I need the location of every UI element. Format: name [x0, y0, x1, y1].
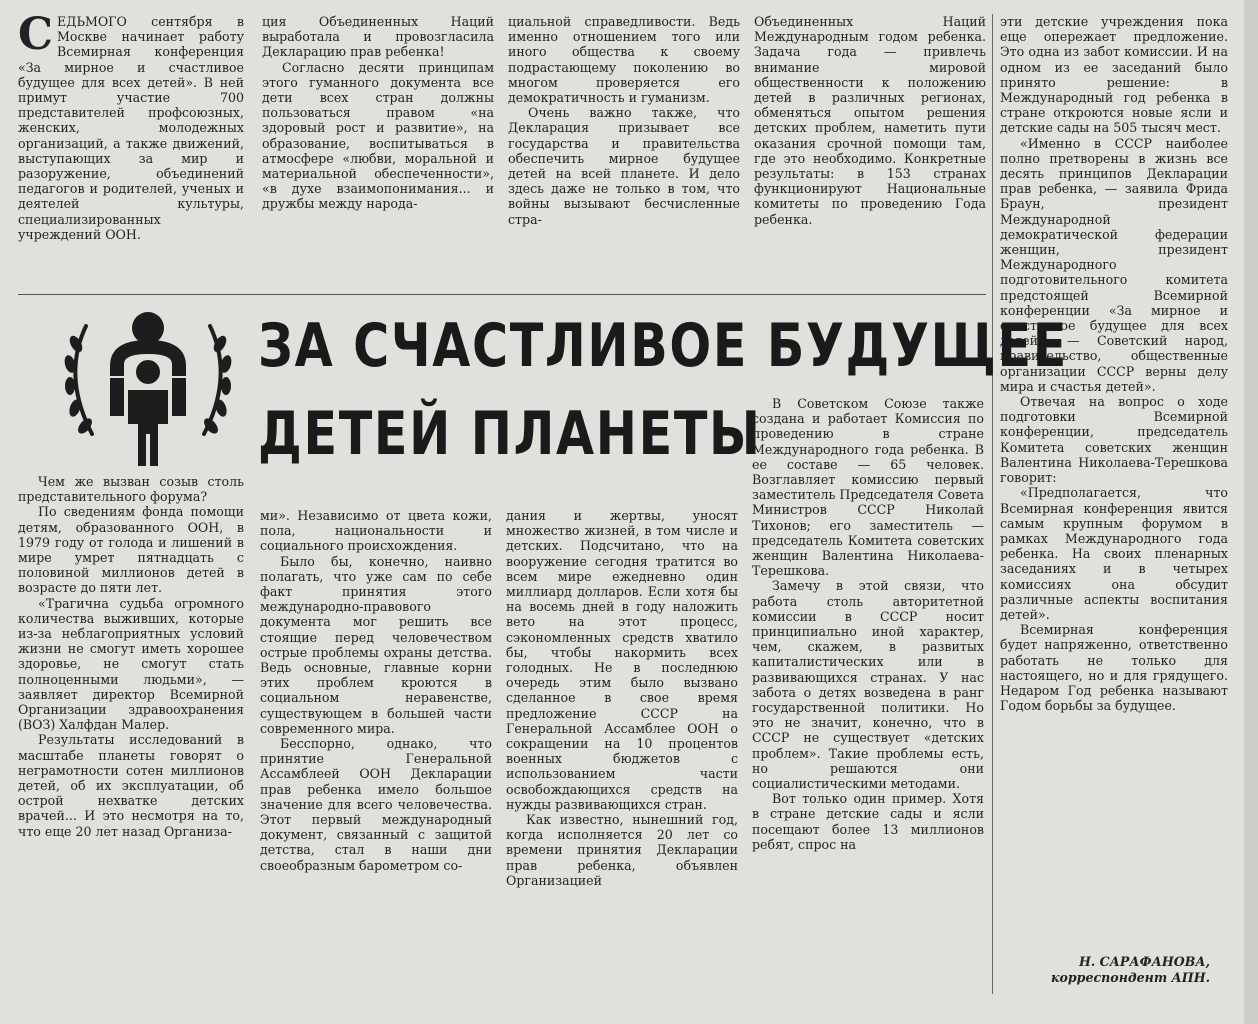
headline-line-2: ДЕТЕЙ ПЛАНЕТЫ: [258, 399, 762, 469]
top-column-2: [262, 14, 494, 290]
paragraph: Результаты исследований в масштабе планеты говорят о неграмотности сотен миллионов детей, об их эксплуатации, об острой нехватке детских врачей... И это несмотря на то, что еще 20 лет назад Организа-: [18, 732, 244, 839]
paragraph: ми». Независимо от цвета кожи, пола, национальности и социального происхождения.: [260, 508, 492, 554]
paragraph: Очень важно также, что Декларация призывает все государства и правительства обеспечить мирное будущее детей на всей планете. И дело здесь даже не только в том, что войны вызывают бесчисленные стра-: [508, 105, 740, 227]
right-column: [1000, 14, 1228, 954]
signature: [1010, 954, 1210, 986]
paragraph: эти детские учреждения пока еще опережает предложение. Это одна из забот комиссии. И на одном из ее заседаний было принято решение: в Международный год ребенка в стране откроются новые ясли и детские сады на 505 тысяч мест.: [1000, 14, 1228, 136]
paragraph: циальной справедливости. Ведь именно отношением того или иного общества к своему подрастающему поколению во многом проверяется его демократичность и гуманизм.: [508, 14, 740, 106]
paragraph: «Предполагается, что Всемирная конференция явится самым крупным форумом в рамках Международного года ребенка. На своих пленарных заседаниях и в четырех комиссиях она обсудит различные аспекты воспитания детей».: [1000, 485, 1228, 622]
headline-line-1: ЗА СЧАСТЛИВОЕ БУДУЩЕЕ: [258, 311, 1068, 381]
bottom-column-1: [18, 474, 244, 998]
drop-cap: С: [18, 14, 54, 60]
bottom-column-3: [506, 508, 738, 998]
author-name: Н. САРАФАНОВА,: [1078, 954, 1210, 969]
author-role: корреспондент АПН.: [1050, 970, 1210, 985]
paragraph: «Именно в СССР наиболее полно претворены в жизнь все десять принципов Декларации прав ребенка, — заявила Фрида Браун, президент Международной демократической федерации женщин, президент Международного подготовительного комитета предстоящей Всемирной конференции «За мирное и счастливое будущее для всех детей». — Советский народ, правительство, общественные организации СССР верны делу мира и счастья детей».: [1000, 135, 1228, 394]
paragraph: В Советском Союзе также создана и работает Комиссия по проведению в стране Международного года ребенка. В ее составе — 65 человек. Возглавляет комиссию первый заместитель Председателя Совета Министров СССР Николай Тихонов; его заместитель — председатель Комитета советских женщин Валентина Николаева-Терешкова.: [752, 396, 984, 579]
paragraph: Как известно, нынешний год, когда исполняется 20 лет со времени принятия Декларации прав ребенка, объявлен Организацией: [506, 812, 738, 888]
bottom-column-4: [752, 396, 984, 998]
paragraph: Всемирная конференция будет напряженно, ответственно работать не только для настоящего, но и для грядущего. Недаром Год ребенка называют Годом борьбы за будущее.: [1000, 622, 1228, 714]
page-edge: [1244, 0, 1258, 1024]
column-divider: [992, 14, 993, 994]
paragraph: Согласно десяти принципам этого гуманного документа все дети всех стран должны пользоваться правом «на здоровый рост и развитие», на образование, воспитываться в атмосфере «любви, моральной и материальной обеспеченности», «в духе взаимопонимания... и дружбы между народа-: [262, 59, 494, 212]
paragraph: Бесспорно, однако, что принятие Генеральной Ассамблеей ООН Декларации прав ребенка имело большое значение для всего человечества. Этот первый международный документ, связанный с защитой детства, стал в наши дни своеобразным барометром со-: [260, 736, 492, 873]
paragraph: «Трагична судьба огромного количества выживших, которые из-за неблагоприятных условий жизни не смогут иметь хорошее здоровье, не смогут стать полноценными людьми», — заявляет директор Всемирной Организации здравоохранения (ВОЗ) Халфдан Малер.: [18, 595, 244, 733]
iyc-emblem-icon: [48, 306, 248, 466]
horizontal-rule: [18, 294, 986, 295]
paragraph: Замечу в этой связи, что работа столь авторитетной комиссии в СССР носит принципиально иной характер, чем, скажем, в развитых капиталистических или в развивающихся странах. У нас забота о детях возведена в ранг государственной политики. Но это не значит, конечно, что в СССР не существует «детских проблем». Такие проблемы есть, но решаются они социалистическими методами.: [752, 578, 984, 792]
top-column-3: [508, 14, 740, 290]
paragraph: Чем же вызван созыв столь представительного форума?: [18, 474, 244, 505]
paragraph: ция Объединенных Наций выработала и провозгласила Декларацию прав ребенка!: [262, 14, 494, 60]
top-column-1: [18, 14, 244, 290]
paragraph: Отвечая на вопрос о ходе подготовки Всемирной конференции, председатель Комитета советских женщин Валентина Николаева-Терешкова говорит:: [1000, 394, 1228, 486]
paragraph: Вот только один пример. Хотя в стране детские сады и ясли посещают более 13 миллионов ребят, спрос на: [752, 791, 984, 852]
paragraph: дания и жертвы, уносят множество жизней, в том числе и детских. Подсчитано, что на вооружение сегодня тратится во всем мире ежедневно один миллиард долларов. Если хотя бы на восемь дней в году наложить вето на этот процесс, сэкономленных средств хватило бы, чтобы накормить всех голодных. Не в последнюю очередь этим было вызвано сделанное в свое время предложение СССР на Генеральной Ассамблее ООН о сокращении на 10 процентов военных бюджетов с использованием части освобождающихся средств на нужды развивающихся стран.: [506, 508, 738, 812]
bottom-column-2: [260, 508, 492, 998]
top-column-1-paragraph: СЕДЬМОГО сентября в Москве начинает работу Всемирная конференция «За мирное и счастливое будущее для всех детей». В ней примут участие 700 представителей профсоюзных, женских, молодежных организаций, а также движений, выступающих за мир и разоружение, объединений педагогов и родителей, ученых и деятелей культуры, специализированных учреждений ООН.: [18, 14, 244, 242]
top-column-4: [754, 14, 986, 290]
paragraph: Объединенных Наций Международным годом ребенка. Задача года — привлечь внимание мировой общественности к положению детей в различных регионах, обменяться опытом решения детских проблем, наметить пути оказания срочной помощи там, где это необходимо. Конкретные результаты: в 153 странах функционируют Национальные комитеты по проведению Года ребенка.: [754, 14, 986, 227]
paragraph: По сведениям фонда помощи детям, образованного ООН, в 1979 году от голода и лишений в мире умрет пятнадцать с половиной миллионов детей в возрасте до пяти лет.: [18, 504, 244, 596]
paragraph: Было бы, конечно, наивно полагать, что уже сам по себе факт принятия этого международно-правового документа мог решить все стоящие перед человечеством острые проблемы охраны детства. Ведь основные, главные корни этих проблем кроются в социальном неравенстве, существующем в большей части современного мира.: [260, 553, 492, 736]
